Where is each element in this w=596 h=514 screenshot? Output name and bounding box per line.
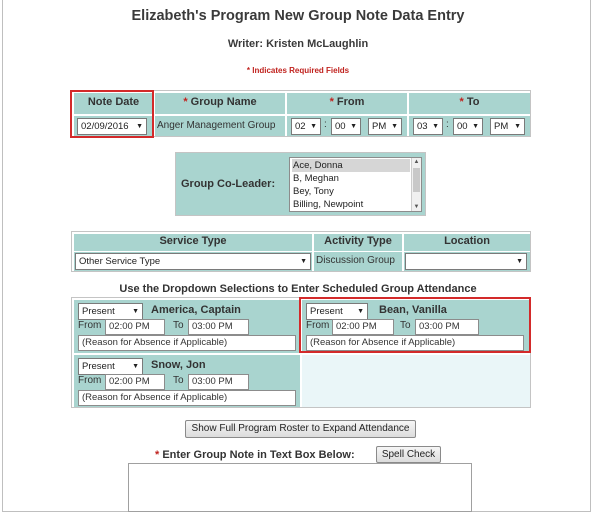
to-ampm-value: PM (494, 121, 509, 132)
to-header-label: To (466, 96, 480, 108)
coleader-listbox[interactable] (289, 157, 422, 212)
required-star: * (155, 449, 160, 461)
chevron-down-icon: ▼ (514, 123, 521, 130)
list-item[interactable]: Ace, Donna (292, 159, 410, 172)
required-fields-note (0, 66, 596, 75)
to-label: To (400, 320, 411, 331)
chevron-down-icon: ▼ (310, 123, 317, 130)
note-date-value: 02/09/2016 (81, 121, 129, 132)
from-minute-select[interactable] (331, 118, 361, 135)
group-note-label (155, 449, 355, 461)
to-label: To (173, 375, 184, 386)
service-type-value: Other Service Type (79, 256, 161, 267)
chevron-down-icon: ▼ (432, 123, 439, 130)
group-name-value: Anger Management Group (157, 120, 276, 131)
attendance-to-input[interactable]: 03:00 PM (188, 374, 249, 390)
chevron-down-icon: ▼ (516, 258, 523, 265)
service-type-select[interactable] (75, 253, 311, 270)
coleader-panel (175, 152, 426, 216)
attendance-from-input[interactable]: 02:00 PM (332, 319, 394, 335)
group-name-header-label: Group Name (190, 96, 257, 108)
attendance-status-value: Present (82, 306, 115, 317)
activity-type-value: Discussion Group (316, 255, 395, 266)
attendee-name: Bean, Vanilla (379, 304, 447, 316)
scroll-thumb[interactable] (413, 168, 420, 192)
attendance-to-input[interactable]: 03:00 PM (188, 319, 249, 335)
attendance-status-select[interactable] (78, 358, 143, 375)
attendance-to-input[interactable]: 03:00 PM (415, 319, 479, 335)
from-header (287, 96, 407, 108)
page-title: Elizabeth's Program New Group Note Data Entry (131, 8, 465, 24)
chevron-down-icon: ▼ (132, 308, 139, 315)
attendee-name: America, Captain (151, 304, 241, 316)
from-hour-value: 02 (295, 121, 306, 132)
to-hour-value: 03 (417, 121, 428, 132)
note-date-highlight (70, 90, 154, 138)
attendee-highlight (299, 297, 531, 353)
chevron-down-icon: ▼ (472, 123, 479, 130)
service-type-header: Service Type (159, 235, 227, 247)
attendee-card (74, 300, 300, 353)
attendance-status-select[interactable] (78, 303, 143, 320)
list-item[interactable]: Billing, Newpoint (293, 199, 364, 210)
scroll-up-icon[interactable]: ▲ (413, 159, 420, 165)
attendance-status-value: Present (82, 361, 115, 372)
writer-label: Writer: Kristen McLaughlin (227, 38, 369, 50)
required-star: * (329, 96, 334, 108)
activity-type-header: Activity Type (324, 235, 392, 247)
group-name-header (155, 96, 285, 108)
chevron-down-icon: ▼ (350, 123, 357, 130)
from-label: From (78, 375, 102, 386)
service-table (71, 231, 531, 272)
coleader-scrollbar[interactable] (411, 158, 421, 211)
spell-check-button[interactable]: Spell Check (376, 446, 441, 463)
list-item[interactable]: B, Meghan (293, 173, 339, 184)
absence-reason-input[interactable]: (Reason for Absence if Applicable) (306, 335, 524, 351)
attendance-from-input[interactable]: 02:00 PM (105, 319, 165, 335)
absence-reason-input[interactable]: (Reason for Absence if Applicable) (78, 335, 296, 351)
to-ampm-select[interactable] (490, 118, 525, 135)
group-note-textarea[interactable] (128, 463, 472, 512)
attendance-heading: Use the Dropdown Selections to Enter Scheduled Group Attendance (119, 283, 477, 295)
from-ampm-select[interactable] (368, 118, 402, 135)
chevron-down-icon: ▼ (357, 308, 364, 315)
from-label: From (306, 320, 330, 331)
from-colon: : (324, 119, 327, 130)
scroll-down-icon[interactable]: ▼ (413, 204, 420, 210)
required-fields-text: Indicates Required Fields (252, 66, 350, 75)
from-header-label: From (336, 96, 365, 108)
to-minute-select[interactable] (453, 118, 483, 135)
from-ampm-value: PM (372, 121, 387, 132)
chevron-down-icon: ▼ (132, 363, 139, 370)
from-minute-value: 00 (335, 121, 346, 132)
to-hour-select[interactable] (413, 118, 443, 135)
absence-reason-input[interactable]: (Reason for Absence if Applicable) (78, 390, 296, 406)
note-date-header: Note Date (87, 96, 140, 108)
attendee-card (74, 355, 300, 407)
required-star: * (183, 96, 188, 108)
from-hour-select[interactable] (291, 118, 321, 135)
show-full-roster-button[interactable]: Show Full Program Roster to Expand Attendance (185, 420, 416, 438)
to-colon: : (446, 119, 449, 130)
location-select[interactable] (405, 253, 527, 270)
to-label: To (173, 320, 184, 331)
chevron-down-icon: ▼ (136, 123, 143, 130)
chevron-down-icon: ▼ (300, 258, 307, 265)
required-star: * (459, 96, 464, 108)
required-star: * (246, 66, 250, 75)
coleader-label: Group Co-Leader: (181, 178, 276, 190)
to-minute-value: 00 (457, 121, 468, 132)
attendee-name: Snow, Jon (151, 359, 206, 371)
location-header: Location (444, 235, 490, 247)
chevron-down-icon: ▼ (391, 123, 398, 130)
attendance-status-value: Present (310, 306, 343, 317)
from-label: From (78, 320, 102, 331)
group-note-label-text: Enter Group Note in Text Box Below: (162, 449, 355, 461)
attendance-from-input[interactable]: 02:00 PM (105, 374, 165, 390)
to-header (409, 96, 530, 108)
list-item[interactable]: Bey, Tony (293, 186, 334, 197)
